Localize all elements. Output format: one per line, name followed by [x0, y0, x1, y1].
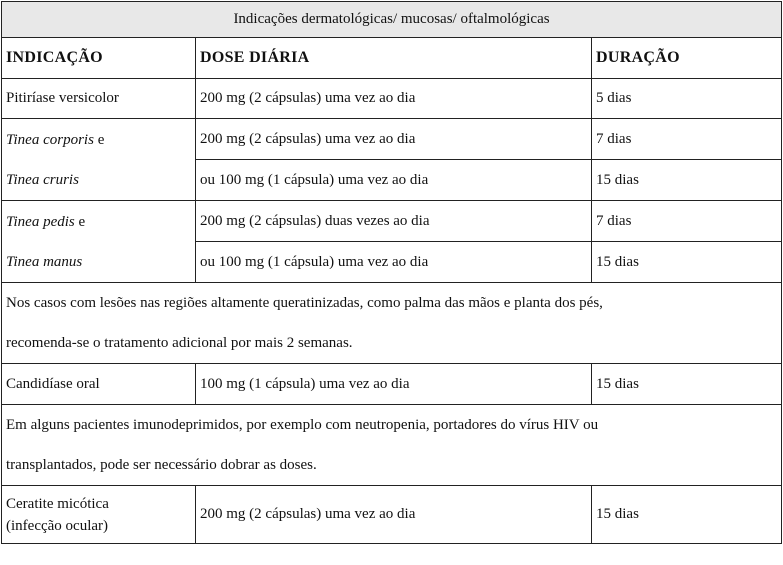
duration-cell: 15 dias: [592, 364, 782, 405]
dose-cell: 200 mg (2 cápsulas) duas vezes ao dia: [196, 201, 592, 242]
note-cell: [2, 283, 782, 364]
indication-name: Tinea corporis: [6, 131, 94, 148]
note-line: Em alguns pacientes imunodeprimidos, por exemplo com neutropenia, portadores do vírus HIV ou: [6, 417, 599, 433]
table-title: Indicações dermatológicas/ mucosas/ oftalmológicas: [2, 2, 782, 38]
table-row: [2, 79, 782, 119]
duration-cell: 7 dias: [592, 119, 782, 160]
note-cell: [2, 405, 782, 486]
indication-cell: Pitiríase versicolor: [2, 79, 196, 119]
indication-name: Tinea manus: [6, 253, 83, 270]
indication-conjunction: e: [74, 213, 86, 230]
indication-cell: [2, 486, 196, 544]
indication-name: Tinea cruris: [6, 171, 79, 188]
dosage-table-container: [1, 1, 781, 544]
table-row: [2, 486, 782, 544]
duration-cell: 7 dias: [592, 201, 782, 242]
dose-cell: 100 mg (1 cápsula) uma vez ao dia: [196, 364, 592, 405]
table-row: [2, 119, 782, 160]
dose-cell: 200 mg (2 cápsulas) uma vez ao dia: [196, 486, 592, 544]
dosage-table: [1, 1, 782, 544]
duration-cell: 15 dias: [592, 486, 782, 544]
note-row: [2, 283, 782, 364]
indication-cell: [2, 119, 196, 201]
indication-line: (infecção ocular): [6, 517, 109, 534]
indication-line: Ceratite micótica: [6, 495, 109, 512]
indication-conjunction: e: [93, 131, 105, 148]
header-duration: DURAÇÃO: [592, 38, 782, 79]
table-row: [2, 201, 782, 242]
header-indication: INDICAÇÃO: [2, 38, 196, 79]
indication-cell: [2, 201, 196, 283]
duration-cell: 15 dias: [592, 242, 782, 283]
table-row: [2, 364, 782, 405]
note-row: [2, 405, 782, 486]
table-title-row: [2, 2, 782, 38]
dose-cell: 200 mg (2 cápsulas) uma vez ao dia: [196, 119, 592, 160]
dose-cell: 200 mg (2 cápsulas) uma vez ao dia: [196, 79, 592, 119]
header-row: [2, 38, 782, 79]
dose-cell: ou 100 mg (1 cápsula) uma vez ao dia: [196, 160, 592, 201]
dose-cell: ou 100 mg (1 cápsula) uma vez ao dia: [196, 242, 592, 283]
note-line: recomenda-se o tratamento adicional por mais 2 semanas.: [6, 335, 353, 351]
indication-cell: Candidíase oral: [2, 364, 196, 405]
note-line: Nos casos com lesões nas regiões altamente queratinizadas, como palma das mãos e planta dos pés,: [6, 295, 603, 311]
note-line: transplantados, pode ser necessário dobrar as doses.: [6, 457, 317, 473]
header-dose: DOSE DIÁRIA: [196, 38, 592, 79]
duration-cell: 15 dias: [592, 160, 782, 201]
duration-cell: 5 dias: [592, 79, 782, 119]
indication-name: Tinea pedis: [6, 213, 75, 230]
